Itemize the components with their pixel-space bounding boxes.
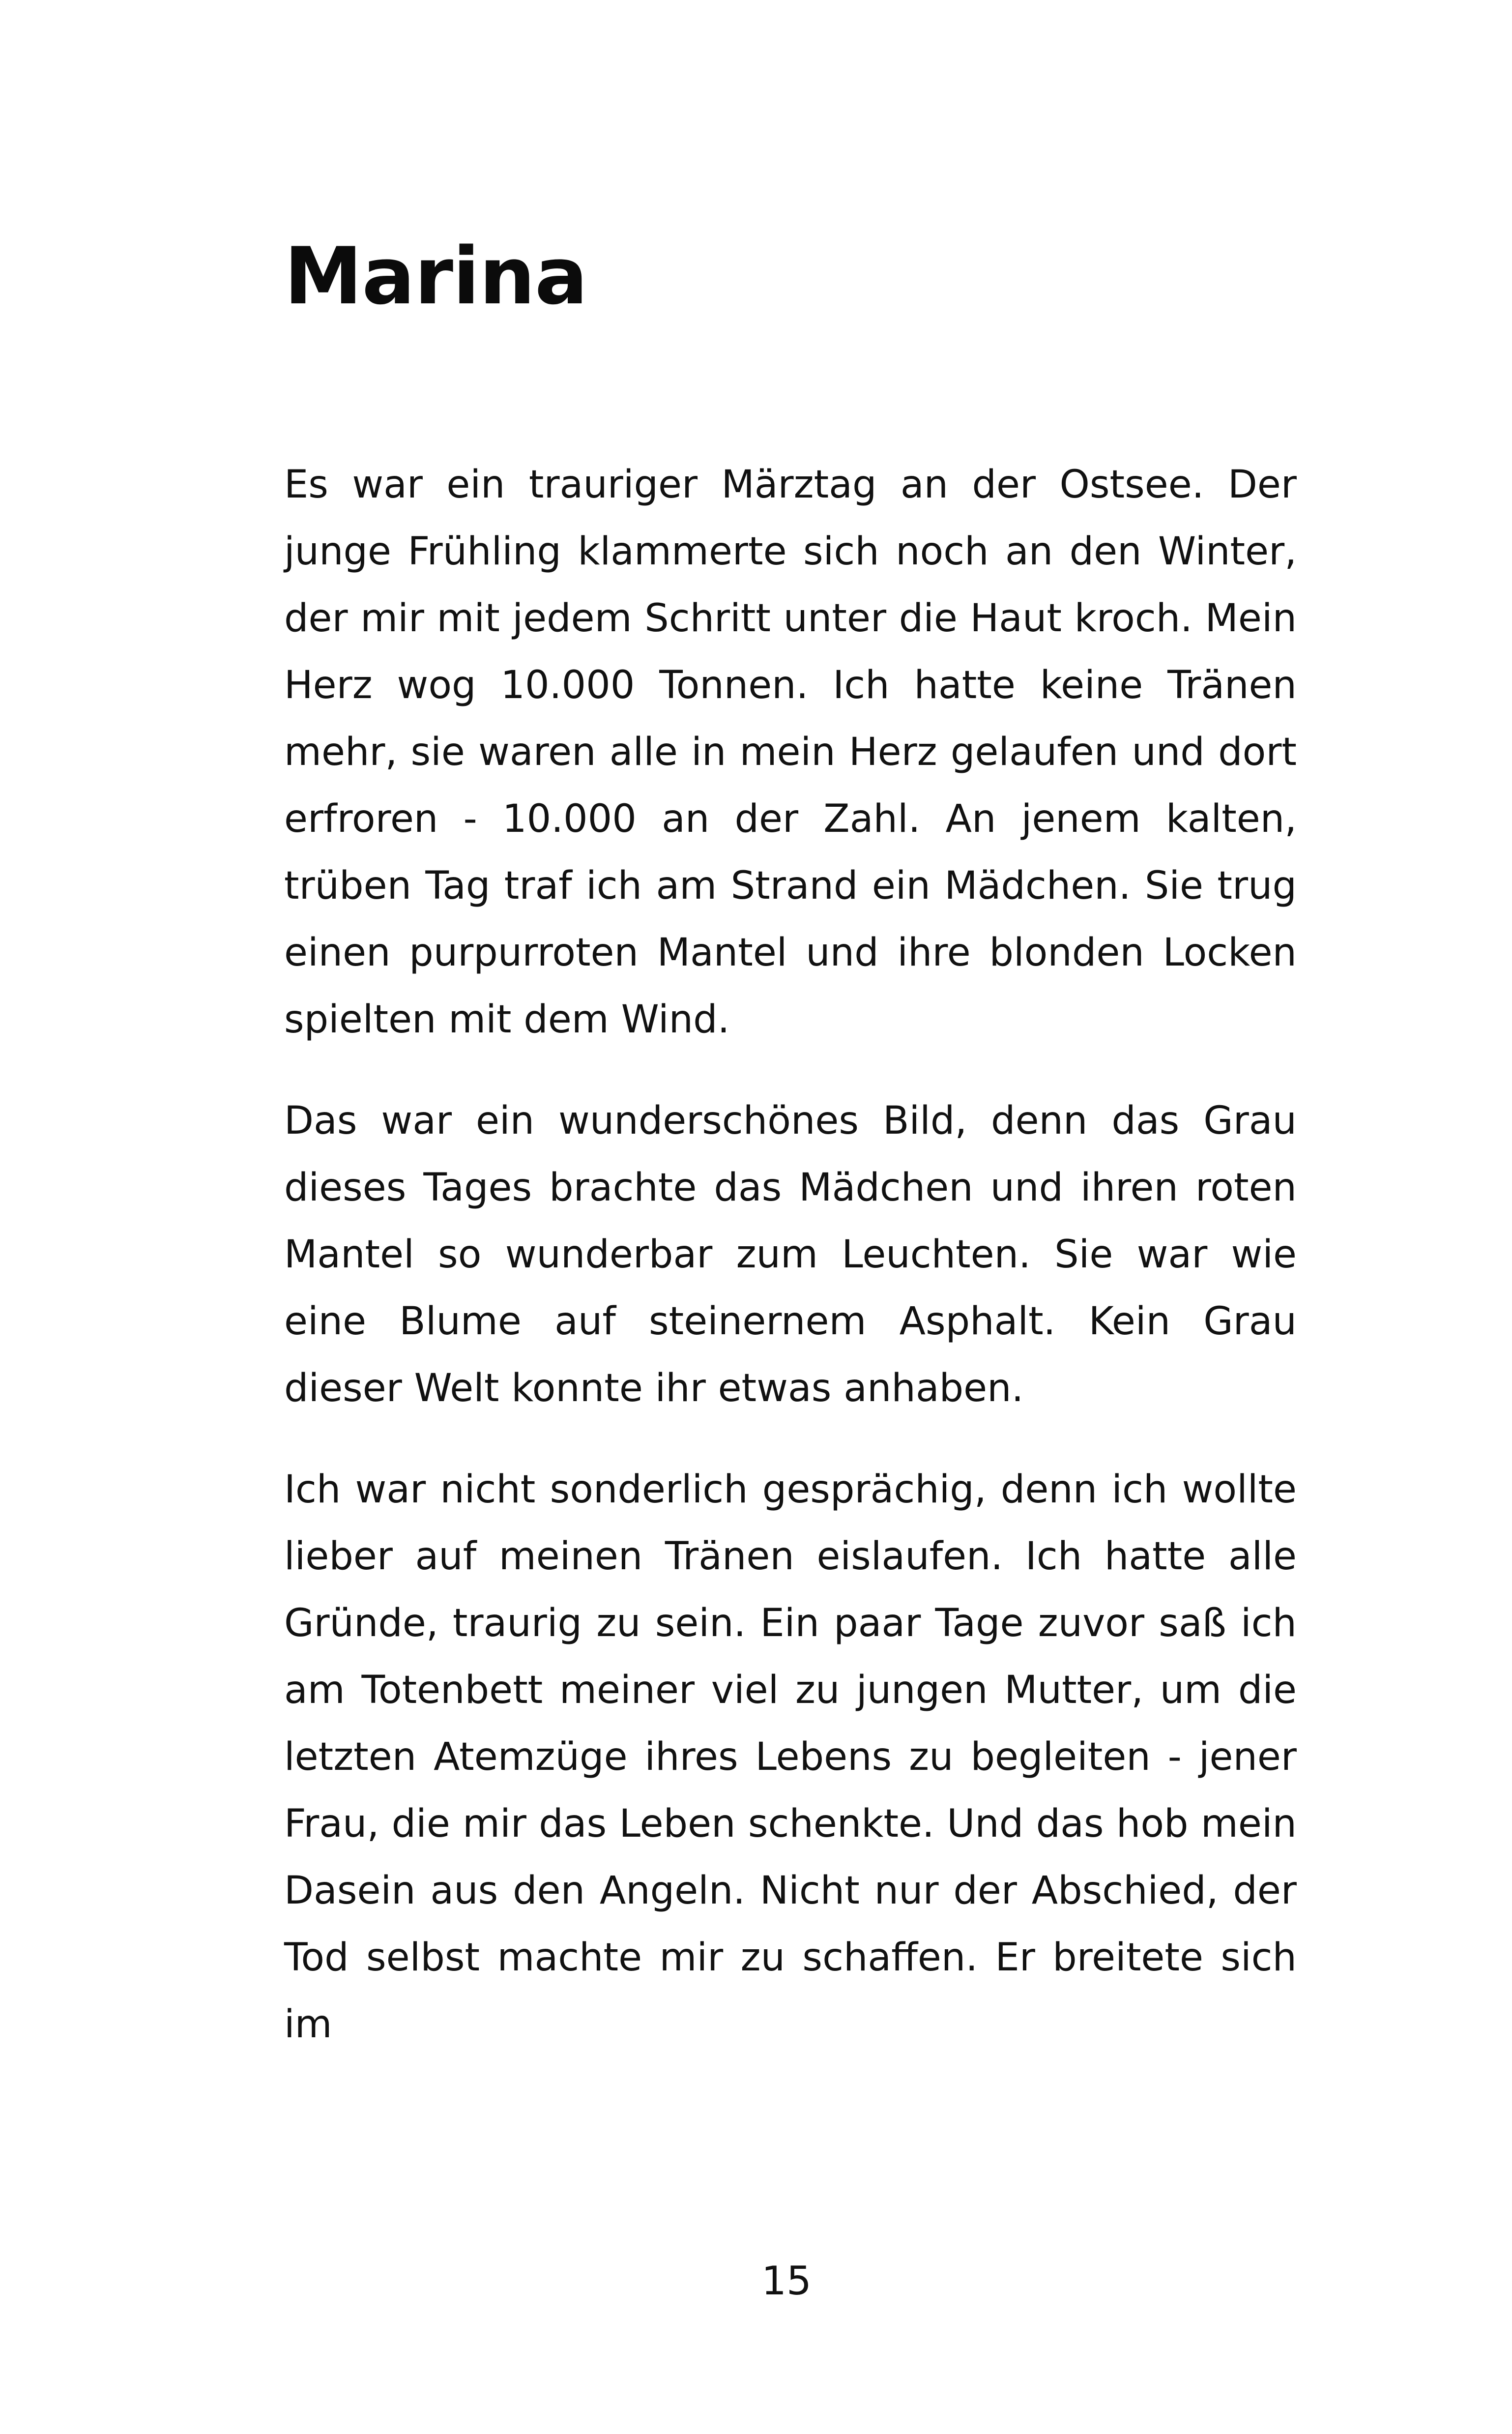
page-number: 15 (761, 2258, 812, 2304)
paragraph-1: Es war ein trauriger Märztag an der Ostsee. Der junge Frühling klammerte sich noch an den Winter, der mir mit jedem Schritt unter die Haut kroch. Mein Herz wog 10.000 Tonnen. Ich hatte keine Tränen mehr, sie waren alle in mein Herz gelaufen und dort erfroren - 10.000 an der Zahl. An jenem kalten, trüben Tag traf ich am Strand ein Mädchen. Sie trug einen purpurroten Mantel und ihre blonden Locken spielten mit dem Wind. (284, 463, 1297, 1042)
chapter-title: Marina (284, 230, 587, 322)
paragraph-3: Ich war nicht sonderlich gesprächig, denn ich wollte lieber auf meinen Tränen eislaufen. Ich hatte alle Gründe, traurig zu sein. Ein paar Tage zuvor saß ich am Totenbett meiner viel zu jungen Mutter, um die letzten Atemzüge ihres Lebens zu begleiten - jener Frau, die mir das Leben schenkte. Und das hob mein Dasein aus den Angeln. Nicht nur der Abschied, der Tod selbst machte mir zu schaffen. Er breitete sich im (284, 1467, 1297, 2047)
paragraph-2: Das war ein wunderschönes Bild, denn das Grau dieses Tages brachte das Mädchen und ihren roten Mantel so wunderbar zum Leuchten. Sie war wie eine Blume auf steinernem Asphalt. Kein Grau dieser Welt konnte ihr etwas anhaben. (284, 1099, 1297, 1410)
body-text (284, 451, 1297, 2058)
